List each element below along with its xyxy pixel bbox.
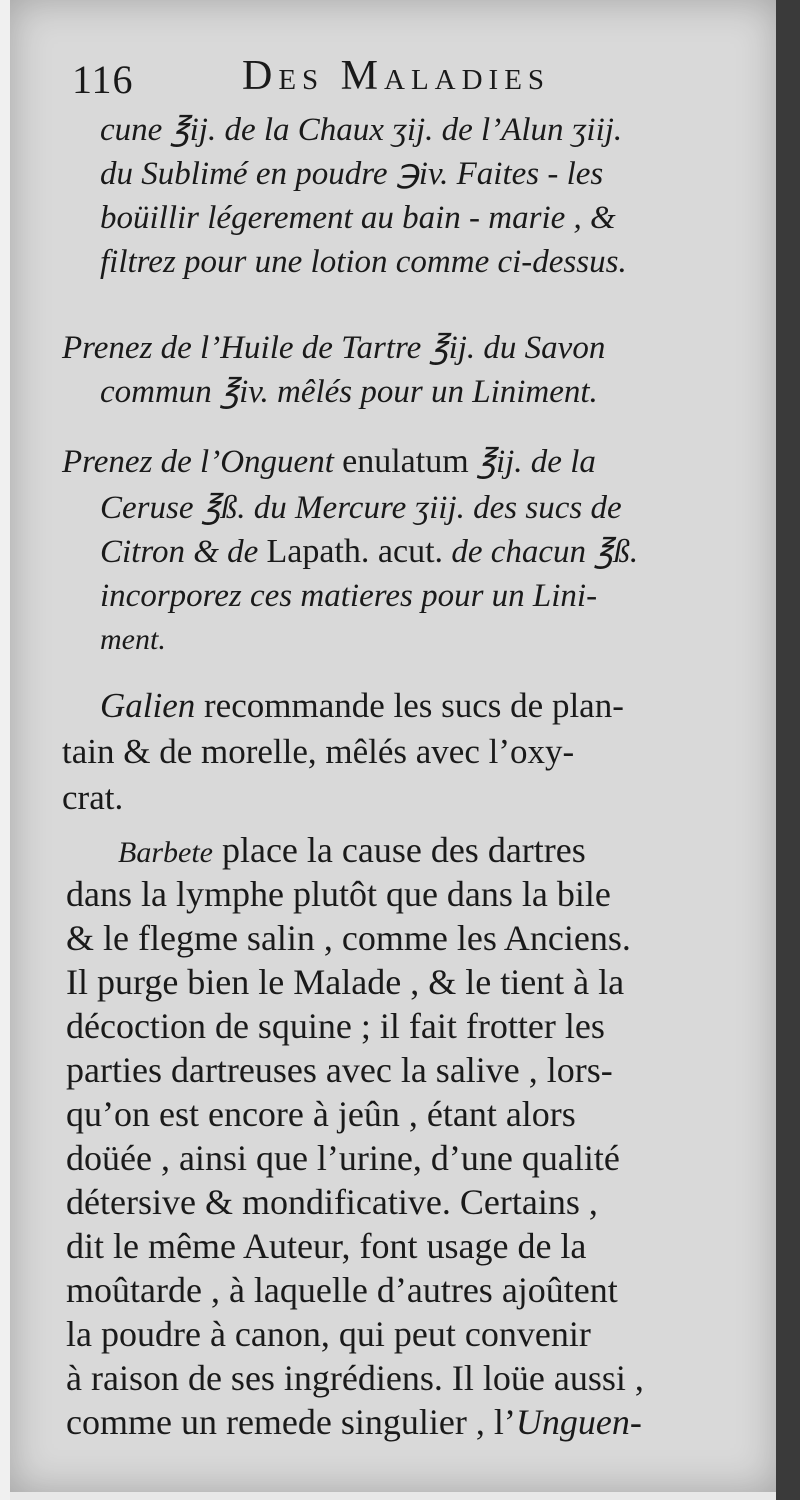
text-line: parties dartreuses avec la salive , lors- (66, 1050, 613, 1090)
page-header (72, 48, 772, 108)
text-line: filtrez pour une lotion comme ci-dessus. (100, 244, 627, 280)
text-line: décoction de squine ; il fait frotter les (66, 1006, 605, 1046)
text-line: ment. (100, 623, 166, 656)
text-line: dans la lymphe plutôt que dans la bile (66, 874, 611, 914)
text-line: cune ℥ij. de la Chaux ʒij. de l’Alun ʒiij. (100, 112, 623, 148)
text-line: Il purge bien le Malade , & le tient à la (66, 962, 625, 1002)
text-segment: Lapath. acut. (266, 533, 444, 570)
text-line: commun ℥iv. mêlés pour un Liniment. (100, 374, 598, 410)
text-line: boüillir légerement au bain - marie , & (100, 200, 616, 236)
text-segment: Unguen- (515, 1402, 642, 1442)
text-segment: Prenez de l’Onguent (62, 444, 334, 480)
page-number: 116 (72, 57, 134, 102)
text-line: dit le même Auteur, font usage de la (66, 1226, 587, 1266)
text-segment: place la cause des dartres (221, 830, 586, 870)
text-line (100, 684, 624, 728)
text-segment: recommande les sucs de plan- (204, 686, 624, 725)
text-segment: comme un remede singulier , l’ (66, 1402, 516, 1442)
text-line: à raison de ses ingrédiens. Il loüe aussi , (66, 1358, 644, 1398)
text-line: & le flegme salin , comme les Anciens. (66, 918, 631, 958)
text-line: Ceruse ℥ß. du Mercure ʒiij. des sucs de (100, 490, 622, 526)
text-segment: ℥ij. de la (476, 444, 596, 480)
text-line: Prenez de l’Huile de Tartre ℥ij. du Savon (62, 330, 606, 366)
text-segment: Citron & de (100, 534, 259, 570)
text-segment: enulatum (342, 443, 469, 480)
text-line: incorporez ces matieres pour un Lini- (100, 578, 598, 614)
running-title: Des Maladies (242, 53, 551, 99)
text-line: moûtarde , à laquelle d’autres ajoûtent (66, 1270, 618, 1310)
text-line: crat. (62, 778, 124, 817)
text-line: tain & de morelle, mêlés avec l’oxy- (62, 732, 575, 771)
text-line (62, 440, 596, 484)
text-line (118, 828, 586, 875)
text-line: la poudre à canon, qui peut convenir (66, 1314, 591, 1354)
text-segment: Galien (100, 686, 196, 725)
scan-edge (0, 0, 10, 1500)
book-binding-edge (776, 0, 800, 1500)
text-segment: de chacun ℥ß. (451, 534, 639, 570)
text-line (66, 1400, 642, 1444)
text-line (100, 530, 638, 574)
text-line: du Sublimé en poudre ℈iv. Faites - les (100, 156, 604, 192)
text-line: doüée , ainsi que l’urine, d’une qualité (66, 1138, 620, 1178)
text-line: qu’on est encore à jeûn , étant alors (66, 1094, 576, 1134)
text-line: détersive & mondificative. Certains , (66, 1182, 598, 1222)
text-segment: Barbete (118, 836, 213, 869)
